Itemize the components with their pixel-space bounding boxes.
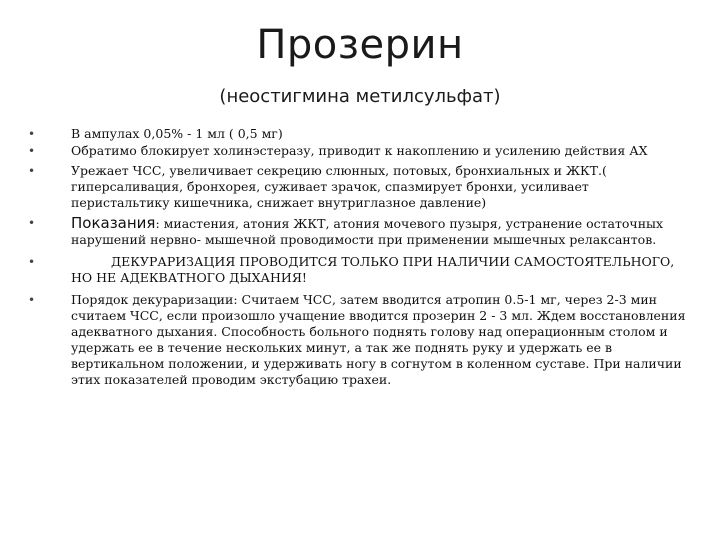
- bullet-item: [28, 292, 688, 388]
- bullet-text: : миастения, атония ЖКТ, атония мочевого пузыря, устранение остаточных нарушений нервно- мышечной проводимости при применении мышечных релаксантов.: [71, 216, 664, 247]
- bullet-dot-icon: •: [28, 293, 36, 307]
- bullet-text: В ампулах 0,05% - 1 мл ( 0,5 мг): [71, 126, 283, 141]
- bullet-item: [28, 126, 688, 142]
- bullet-dot-icon: •: [28, 144, 36, 158]
- bullet-item: [28, 254, 688, 286]
- bullet-text: Порядок декураризации: Считаем ЧСС, затем вводится атропин 0.5-1 мг, через 2-3 мин считаем ЧСС, если произошло учащение вводится прозерин 2 - 3 мл. Ждем восстановления адекватного дыхания. Способность больного поднять голову над операционным столом и удержать ее в течение нескольких минут, а так же поднять руку и удержать ее в вертикальном положении, и удерживать ногу в согнутом в коленном суставе. При наличии этих показателей проводим экстубацию трахеи.: [71, 292, 686, 387]
- bullet-item: [28, 215, 688, 248]
- bullet-text: ДЕКУРАРИЗАЦИЯ ПРОВОДИТСЯ ТОЛЬКО ПРИ НАЛИЧИИ САМОСТОЯТЕЛЬНОГО, НО НЕ АДЕКВАТНОГО ДЫХАНИЯ!: [71, 254, 675, 285]
- bullet-dot-icon: •: [28, 164, 36, 178]
- bullet-dot-icon: •: [28, 255, 36, 269]
- slide-title: Прозерин: [256, 22, 464, 68]
- bullet-item: [28, 143, 688, 159]
- bullet-item: [28, 163, 688, 211]
- bullet-dot-icon: •: [28, 127, 36, 141]
- bullet-list: [28, 126, 688, 389]
- bullet-text: Урежает ЧСС, увеличивает секрецию слюнных, потовых, бронхиальных и ЖКТ.( гиперсаливация, бронхорея, суживает зрачок, спазмирует бронхи, усиливает перистальтику кишечника, снижает внутриглазное давление): [71, 163, 607, 210]
- bullet-lead: Показания: [71, 214, 156, 232]
- bullet-dot-icon: •: [28, 216, 36, 230]
- slide-subtitle: (неостигмина метилсульфат): [219, 86, 501, 107]
- bullet-text: Обратимо блокирует холинэстеразу, приводит к накоплению и усилению действия АХ: [71, 143, 648, 158]
